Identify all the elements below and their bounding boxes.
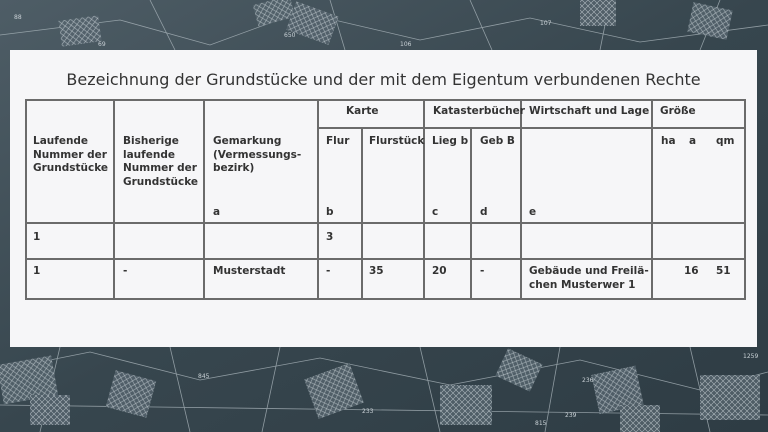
map-number: 650 (284, 32, 296, 39)
document-card (10, 50, 757, 347)
column-header-gemarkung: Gemarkung (Vermessungs- bezirk) (213, 135, 302, 174)
column-letter-e: e (529, 206, 537, 218)
header-wirtschaft-und-lage: Wirtschaft und Lage (529, 105, 650, 117)
column-letter-c: c (432, 206, 439, 218)
map-number: 107 (540, 20, 552, 27)
row-2-geb-b: - (480, 265, 485, 277)
row-1-laufende-nummer: 1 (33, 231, 41, 243)
parcel-table (25, 99, 746, 300)
column-header-geb-b: Geb B (480, 135, 515, 147)
row-2-bisherige-nummer: - (123, 265, 128, 277)
map-number: 233 (362, 408, 374, 415)
row-2-laufende-nummer: 1 (33, 265, 41, 277)
map-number: 106 (400, 41, 412, 48)
row-2-gemarkung: Musterstadt (213, 265, 286, 277)
column-letter-d: d (480, 206, 488, 218)
column-header-qm: qm (716, 135, 735, 147)
header-groesse: Größe (660, 105, 696, 117)
row-2-groesse-qm: 51 (716, 265, 731, 277)
row-2-flur: - (326, 265, 331, 277)
row-2-groesse-a: 16 (684, 265, 699, 277)
map-number: 239 (565, 412, 577, 419)
map-number: 69 (98, 41, 106, 48)
map-number: 236 (582, 377, 594, 384)
map-number: 1259 (743, 353, 759, 360)
header-karte: Karte (346, 105, 379, 117)
map-number: 845 (198, 373, 210, 380)
row-1-flur: 3 (326, 231, 334, 243)
column-header-bisherige-nummer: Bisherige laufende Nummer der Grundstücke (123, 135, 199, 188)
column-header-laufende-nummer: Laufende Nummer der Grundstücke (33, 135, 109, 174)
row-2-lieg-b: 20 (432, 265, 447, 277)
column-header-lieg-b: Lieg b (432, 135, 469, 147)
row-2-wirtschaft-und-lage: Gebäude und Freilä- chen Musterwer 1 (529, 265, 649, 291)
map-number: 88 (14, 14, 22, 21)
map-number: 815 (535, 420, 547, 427)
column-letter-b: b (326, 206, 334, 218)
document-title: Bezeichnung der Grundstücke und der mit dem Eigentum verbundenen Rechte (66, 70, 701, 89)
row-2-flurstueck: 35 (369, 265, 384, 277)
column-header-ha: ha (661, 135, 676, 147)
column-header-flurstueck: Flurstück (369, 135, 425, 147)
header-katasterbuecher: Katasterbücher (433, 105, 525, 117)
column-letter-a: a (213, 206, 221, 218)
column-header-flur: Flur (326, 135, 350, 147)
column-header-a: a (689, 135, 697, 147)
